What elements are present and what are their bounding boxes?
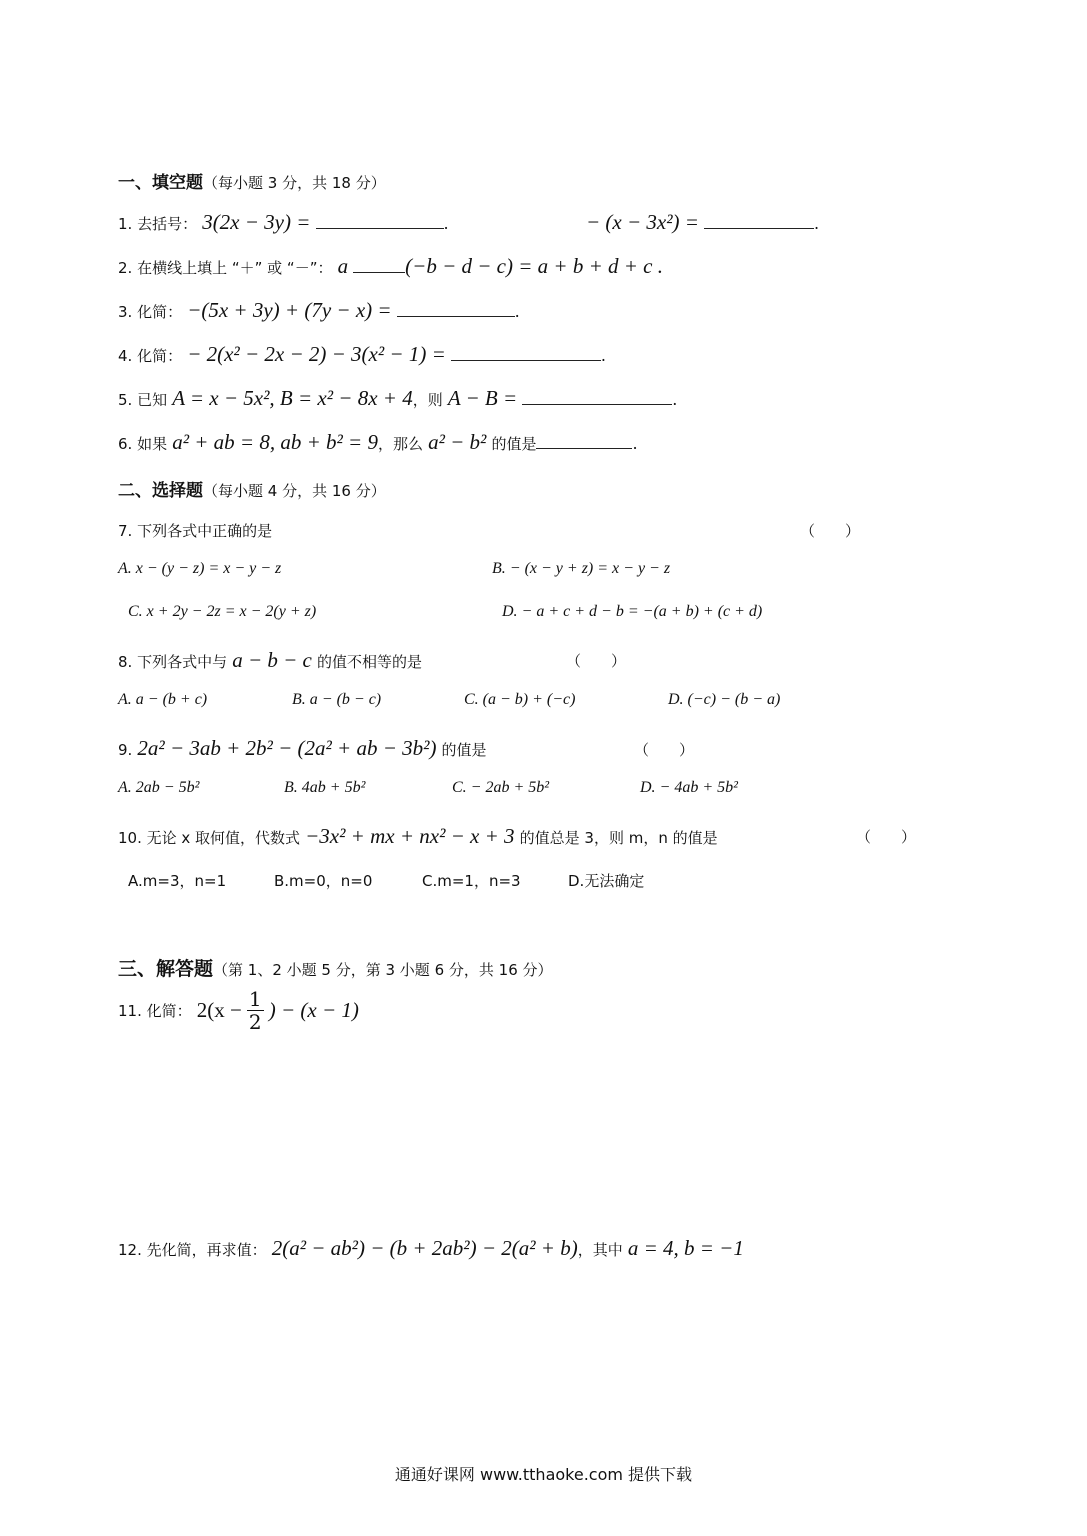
q6-tail: 的值是 [491,435,537,453]
q4-expr: − 2(x² − 2x − 2) − 3(x² − 1) = [187,342,446,366]
q9-answer-bracket[interactable]: （ ） [634,741,695,759]
q3-expr: −(5x + 3y) + (7y − x) = [187,298,392,322]
q12-mid: ，其中 [577,1241,623,1259]
q2-expr-left: a [337,254,349,278]
q8-tail: 的值不相等的是 [316,653,422,671]
q5-expr2: A − B = [447,386,518,410]
q7-option-c[interactable]: C. x + 2y − 2z = x − 2(y + z) [128,603,317,620]
q10-option-c[interactable]: C.m=1，n=3 [422,872,521,890]
question-1-part-b: − (x − 3x²) = . [586,210,820,234]
q8-option-a[interactable]: A. a − (b + c) [118,691,208,708]
q2-answer-blank[interactable] [353,256,405,273]
section-1-heading [118,168,386,193]
question-11 [118,988,359,1033]
question-8 [118,648,422,673]
q12-expr2: a = 4, b = −1 [627,1236,744,1260]
question-7 [118,520,272,541]
q2-label: 2. 在横线上填上 “＋” 或 “－”： [118,259,333,277]
q9-label: 9. [118,741,133,759]
question-12 [118,1236,744,1261]
q8-option-d[interactable]: D. (−c) − (b − a) [668,691,781,708]
q11-label: 11. 化简： [118,1002,192,1020]
section-1-note: （每小题 3 分，共 18 分） [203,174,386,192]
q2-expr-right: (−b − d − c) = a + b + d + c . [405,254,663,278]
q12-label: 12. 先化简，再求值： [118,1241,267,1259]
q1-expr-a: 3(2x − 3y) = [202,210,311,234]
q7-option-b[interactable]: B. − (x − y + z) = x − y − z [492,560,671,577]
q12-expr: 2(a² − ab²) − (b + 2ab²) − 2(a² + b) [271,1236,578,1260]
q8-option-c[interactable]: C. (a − b) + (−c) [464,691,576,708]
q10-tail: 的值总是 3，则 m，n 的值是 [519,829,718,847]
q1-answer-blank-a[interactable] [316,212,444,229]
q9-option-c[interactable]: C. − 2ab + 5b² [452,779,550,796]
question-3: 3. 化简： −(5x + 3y) + (7y − x) = . [118,298,520,322]
section-3-title: 三、解答题 [118,958,214,980]
q8-label: 8. 下列各式中与 [118,653,228,671]
q5-mid: ，则 [412,391,443,409]
q10-answer-bracket[interactable]: （ ） [856,828,917,846]
q5-label: 5. 已知 [118,391,168,409]
q6-expr: a² + ab = 8, ab + b² = 9 [172,430,378,454]
question-4: 4. 化简： − 2(x² − 2x − 2) − 3(x² − 1) = . [118,342,606,366]
q11-expr-post: ) − (x − 1) [268,998,359,1022]
question-9 [118,736,487,761]
q6-answer-blank[interactable] [536,432,632,449]
footer-source: 通通好课网 www.tthaoke.com 提供下载 [394,1465,693,1484]
section-1-title: 一、填空题 [118,173,203,193]
q4-label: 4. 化简： [118,347,183,365]
question-2 [118,254,663,279]
question-6: 6. 如果 a² + ab = 8, ab + b² = 9，那么 a² − b² 的值是 . [118,430,638,454]
q9-option-a[interactable]: A. 2ab − 5b² [118,779,200,796]
section-2-heading [118,476,386,501]
section-2-title: 二、选择题 [118,481,203,501]
q1-expr-b: − (x − 3x²) = [586,210,699,234]
section-2-note: （每小题 4 分，共 16 分） [203,482,386,500]
q11-fraction [247,988,264,1033]
q10-option-a[interactable]: A.m=3，n=1 [128,872,227,890]
q3-label: 3. 化简： [118,303,183,321]
q8-answer-bracket[interactable]: （ ） [566,652,627,670]
q10-expr: −3x² + mx + nx² − x + 3 [305,824,515,848]
q11-fraction-numerator: 1 [248,987,262,1011]
q6-expr2: a² − b² [428,430,487,454]
q7-option-a[interactable]: A. x − (y − z) = x − y − z [118,560,282,577]
section-3-heading [118,954,553,981]
question-10 [118,824,718,849]
q9-tail: 的值是 [441,741,487,759]
q5-expr: A = x − 5x², B = x² − 8x + 4 [172,386,413,410]
q4-answer-blank[interactable] [451,344,601,361]
q8-expr: a − b − c [232,648,312,672]
q6-label: 6. 如果 [118,435,168,453]
q8-option-b[interactable]: B. a − (b − c) [292,691,382,708]
q10-label: 10. 无论 x 取何值，代数式 [118,829,301,847]
q6-mid: ，那么 [377,435,423,453]
section-3-note: （第 1、2 小题 5 分，第 3 小题 6 分，共 16 分） [213,961,553,979]
q3-answer-blank[interactable] [397,300,515,317]
q7-option-d[interactable]: D. − a + c + d − b = −(a + b) + (c + d) [502,603,763,620]
q5-answer-blank[interactable] [522,388,672,405]
question-1: 1. 去括号： 3(2x − 3y) = . [118,210,449,234]
q1-label: 1. 去括号： [118,215,198,233]
q9-option-d[interactable]: D. − 4ab + 5b² [640,779,738,796]
q7-answer-bracket[interactable]: （ ） [800,522,861,540]
q9-expr: 2a² − 3ab + 2b² − (2a² + ab − 3b²) [137,736,437,760]
q9-option-b[interactable]: B. 4ab + 5b² [284,779,366,796]
question-5: 5. 已知 A = x − 5x², B = x² − 8x + 4，则 A − B = . [118,386,678,410]
q7-label: 7. 下列各式中正确的是 [118,522,273,540]
q11-fraction-denominator: 2 [248,1010,262,1034]
q1-answer-blank-b[interactable] [704,212,814,229]
q10-option-d[interactable]: D.无法确定 [568,872,645,890]
q11-expr-pre: 2(x − [196,998,242,1022]
q10-option-b[interactable]: B.m=0，n=0 [274,872,373,890]
